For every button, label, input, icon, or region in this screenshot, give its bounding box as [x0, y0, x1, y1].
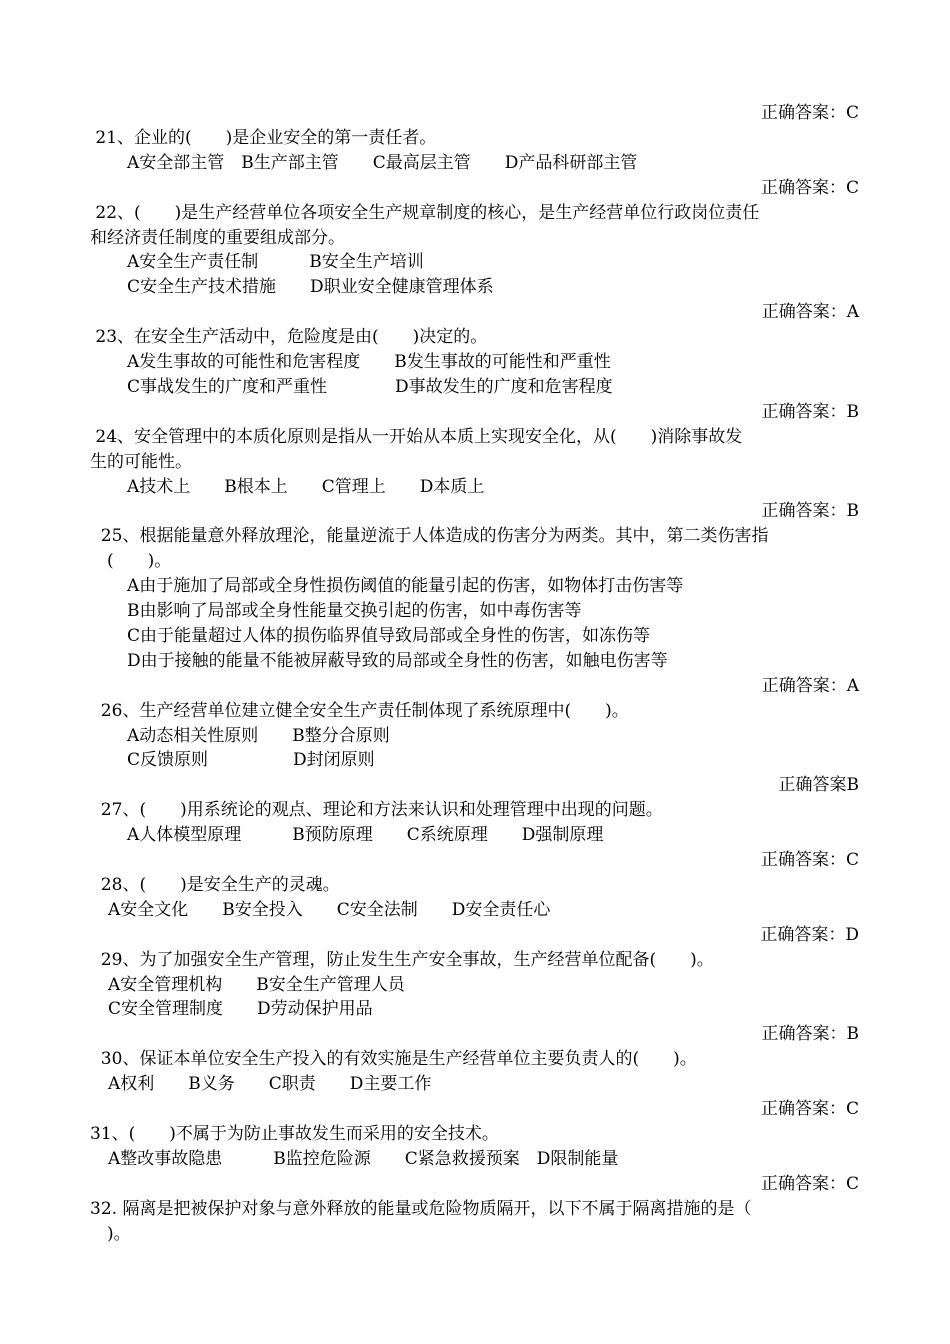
question-line: 29、为了加强安全生产管理，防止发生生产安全事故，生产经营单位配备( )。	[90, 949, 714, 970]
options-line: C由于能量超过人体的损伤临界值导致局部或全身性的伤害，如冻伤等	[127, 625, 651, 646]
answer-line: 正确答案：B	[761, 1024, 859, 1045]
question-line: 32. 隔离是把被保护对象与意外释放的能量或危险物质隔开，以下不属于隔离措施的是（	[90, 1198, 752, 1219]
answer-line: 正确答案：C	[760, 1173, 859, 1194]
question-line: 25、根据能量意外释放理沦，能量逆流于人体造成的伤害分为两类。其中，第二类伤害指	[90, 526, 769, 547]
options-line: A动态相关性原则 B整分合原则	[127, 725, 390, 746]
question-line: 和经济责任制度的重要组成部分。	[90, 227, 345, 248]
answer-line: 正确答案：B	[761, 501, 859, 522]
question-line: 28、( )是安全生产的灵魂。	[90, 874, 340, 895]
options-line: A技术上 B根本上 C管理上 D本质上	[127, 476, 485, 497]
options-line: C反馈原则 D封闭原则	[127, 750, 375, 771]
options-line: C安全管理制度 D劳动保护用品	[108, 999, 373, 1020]
question-line: 生的可能性。	[90, 451, 192, 472]
answer-line: 正确答案：C	[760, 103, 859, 123]
question-line: 21、企业的( )是企业安全的第一责任者。	[90, 127, 437, 148]
options-line: A发生事故的可能性和危害程度 B发生事故的可能性和严重性	[127, 352, 611, 372]
question-line: 22、( )是生产经营单位各项安全生产规章制度的核心，是生产经营单位行政岗位责任	[90, 202, 760, 223]
question-line: ( )。	[90, 551, 172, 572]
question-line: 30、保证本单位安全生产投入的有效实施是生产经营单位主要负责人的( )。	[90, 1049, 697, 1070]
options-line: A安全部主管 B生产部主管 C最高层主管 D产品科研部主管	[127, 152, 638, 173]
answer-line: 正确答案B	[778, 775, 859, 796]
options-line: A安全生产责任制 B安全生产培训	[127, 252, 424, 273]
options-line: A安全管理机构 B安全生产管理人员	[108, 974, 405, 995]
options-line: A权利 B义务 C职责 D主要工作	[108, 1074, 432, 1095]
options-line: C安全生产技术措施 D职业安全健康管理体系	[127, 277, 494, 298]
answer-line: 正确答案：C	[760, 177, 859, 198]
question-line: )。	[90, 1223, 131, 1244]
options-line: B由影响了局部或全身性能量交换引起的伤害，如中毒伤害等	[127, 601, 582, 621]
answer-line: 正确答案：B	[761, 401, 859, 422]
answer-line: 正确答案：C	[760, 1099, 859, 1119]
answer-line: 正确答案：A	[761, 302, 859, 323]
question-line: 24、安全管理中的本质化原则是指从一开始从本质上实现安全化，从( )消除事故发	[90, 426, 743, 447]
question-line: 31、( )不属于为防止事故发生而采用的安全技术。	[90, 1123, 499, 1144]
options-line: A整改事故隐患 B监控危险源 C紧急救援预案 D限制能量	[108, 1148, 619, 1169]
question-line: 26、生产经营单位建立健全安全生产责任制体现了系统原理中( )。	[90, 700, 629, 721]
answer-line: 正确答案：C	[760, 850, 859, 870]
options-line: D由于接触的能量不能被屏蔽导致的局部或全身性的伤害，如触电伤害等	[127, 650, 668, 671]
options-line: A人体模型原理 B预防原理 C系统原理 D强制原理	[127, 825, 604, 846]
question-line: 27、( )用系统论的观点、理论和方法来认识和处理管理中出现的问题。	[90, 800, 663, 821]
question-line: 23、在安全生产活动中，危险度是由( )决定的。	[90, 327, 488, 348]
answer-line: 正确答案：A	[761, 675, 859, 696]
options-line: A安全文化 B安全投入 C安全法制 D安全责任心	[108, 899, 551, 920]
options-line: A由于施加了局部或全身性损伤阈值的能量引起的伤害，如物体打击伤害等	[127, 576, 684, 597]
answer-line: 正确答案：D	[760, 924, 859, 945]
options-line: C事战发生的广度和严重性 D事故发生的广度和危害程度	[127, 376, 613, 397]
